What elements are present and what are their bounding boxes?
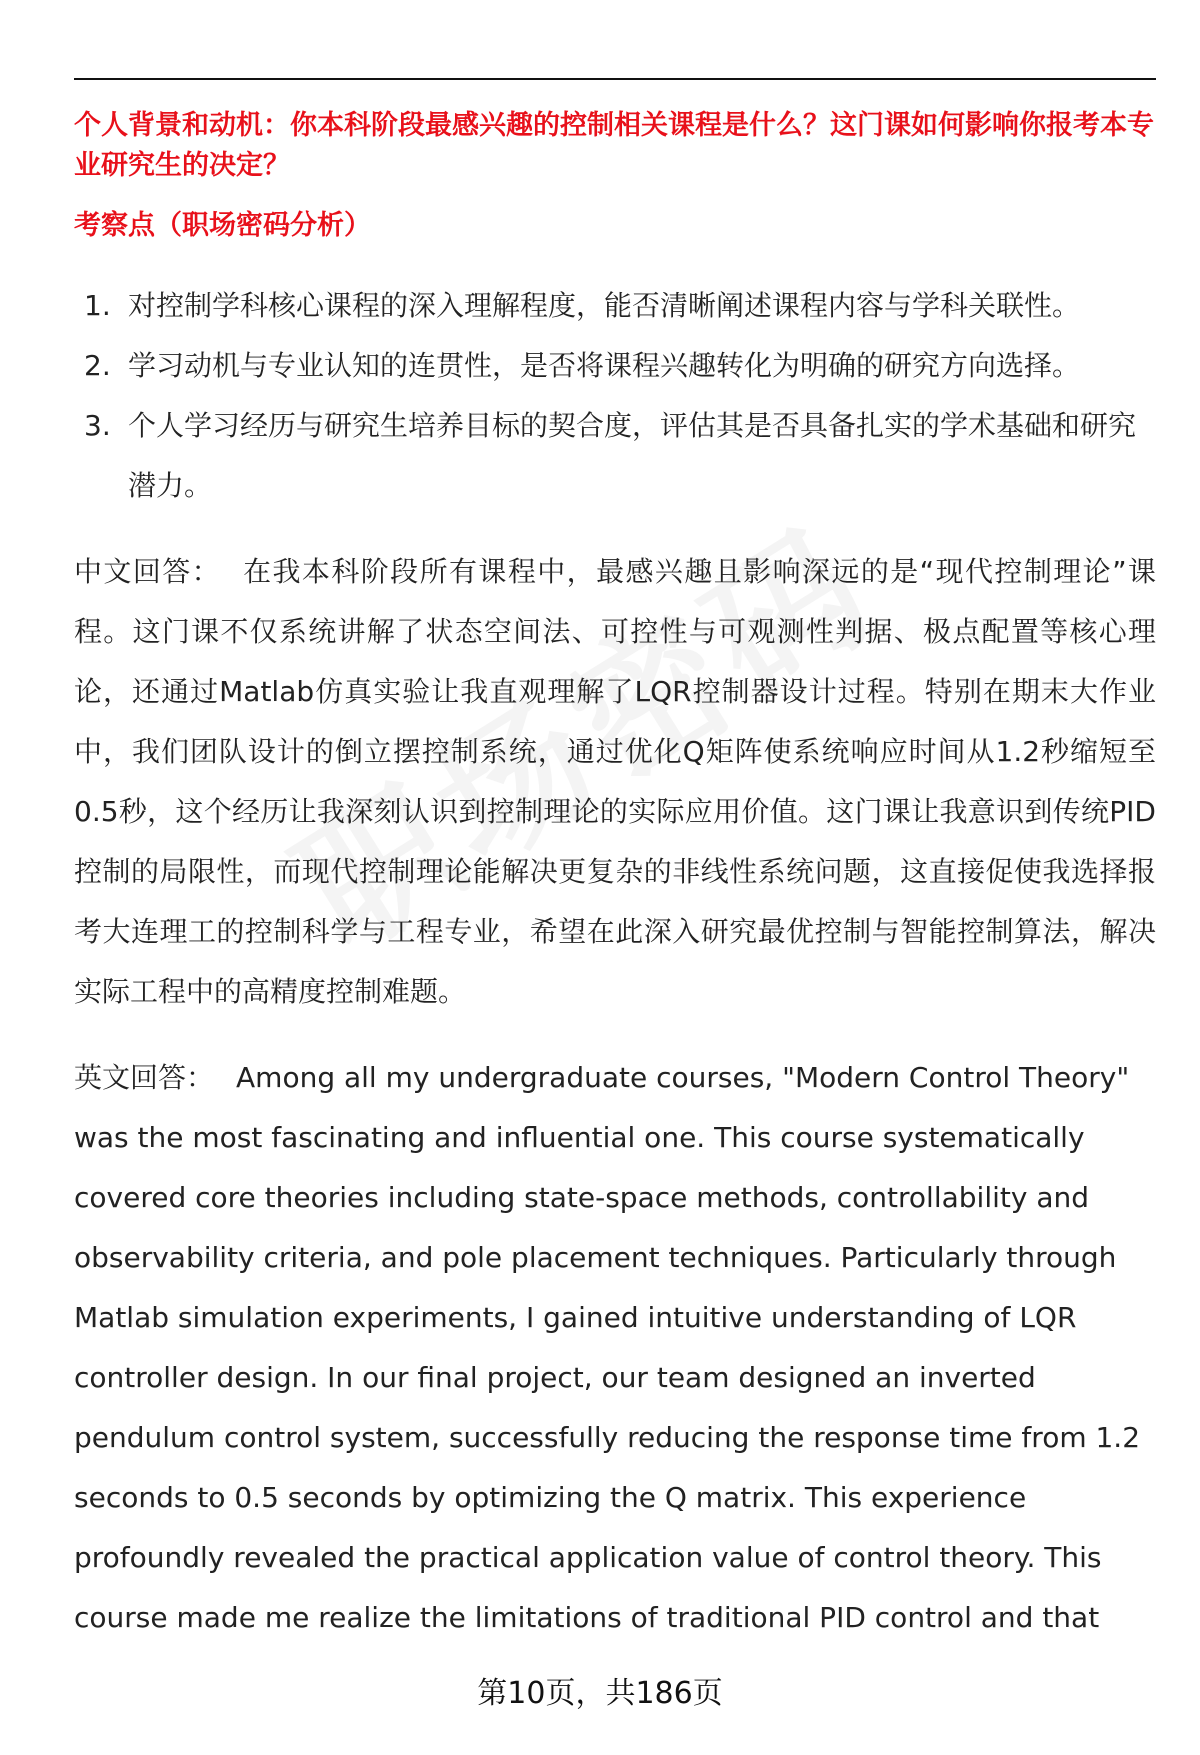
- en-answer-label: 英文回答：: [74, 1061, 215, 1094]
- list-number: 2.: [84, 349, 111, 382]
- list-item: [74, 336, 1156, 396]
- cn-answer-label: 中文回答：: [74, 555, 222, 588]
- list-text: 个人学习经历与研究生培养目标的契合度，评估其是否具备扎实的学术基础和研究潜力。: [128, 409, 1137, 502]
- list-text: 对控制学科核心课程的深入理解程度，能否清晰阐述课程内容与学科关联性。: [128, 289, 1081, 322]
- list-number: 1.: [84, 289, 111, 322]
- en-answer: [74, 1048, 1156, 1648]
- header-rule: [74, 78, 1156, 80]
- points-list: [74, 276, 1156, 516]
- cn-answer-text: 在我本科阶段所有课程中，最感兴趣且影响深远的是“现代控制理论”课程。这门课不仅系统讲解了状态空间法、可控性与可观测性判据、极点配置等核心理论，还通过Matlab仿真实验让我直观理解了LQR控制器设计过程。特别在期末大作业中，我们团队设计的倒立摆控制系统，通过优化Q矩阵使系统响应时间从1.2秒缩短至0.5秒，这个经历让我深刻认识到控制理论的实际应用价值。这门课让我意识到传统PID控制的局限性，而现代控制理论能解决更复杂的非线性系统问题，这直接促使我选择报考大连理工的控制科学与工程专业，希望在此深入研究最优控制与智能控制算法，解决实际工程中的高精度控制难题。: [74, 555, 1156, 1008]
- en-answer-text: Among all my undergraduate courses, "Modern Control Theory" was the most fascinating and influential one. This course systematically covered core theories including state-space methods, controllability and observability criteria, and pole placement techniques. Particularly through Matlab simulation experiments, I gained intuitive understanding of LQR controller design. In our final project, our team designed an inverted pendulum control system, successfully reducing the response time from 1.2 seconds to 0.5 seconds by optimizing the Q matrix. This experience profoundly revealed the practical application value of control theory. This course made me realize the limitations of traditional PID control and that: [74, 1061, 1141, 1634]
- list-text: 学习动机与专业认知的连贯性，是否将课程兴趣转化为明确的研究方向选择。: [128, 349, 1081, 382]
- cn-answer: [74, 542, 1156, 1022]
- question-heading: 个人背景和动机：你本科阶段最感兴趣的控制相关课程是什么？这门课如何影响你报考本专业研究生的决定？: [74, 110, 1154, 181]
- list-number: 3.: [84, 409, 111, 442]
- page-footer: 第10页，共186页: [477, 1676, 723, 1711]
- points-title: 考察点（职场密码分析）: [74, 210, 371, 241]
- list-item: [74, 276, 1156, 336]
- page-content: [74, 106, 1156, 1648]
- list-item: [74, 396, 1156, 516]
